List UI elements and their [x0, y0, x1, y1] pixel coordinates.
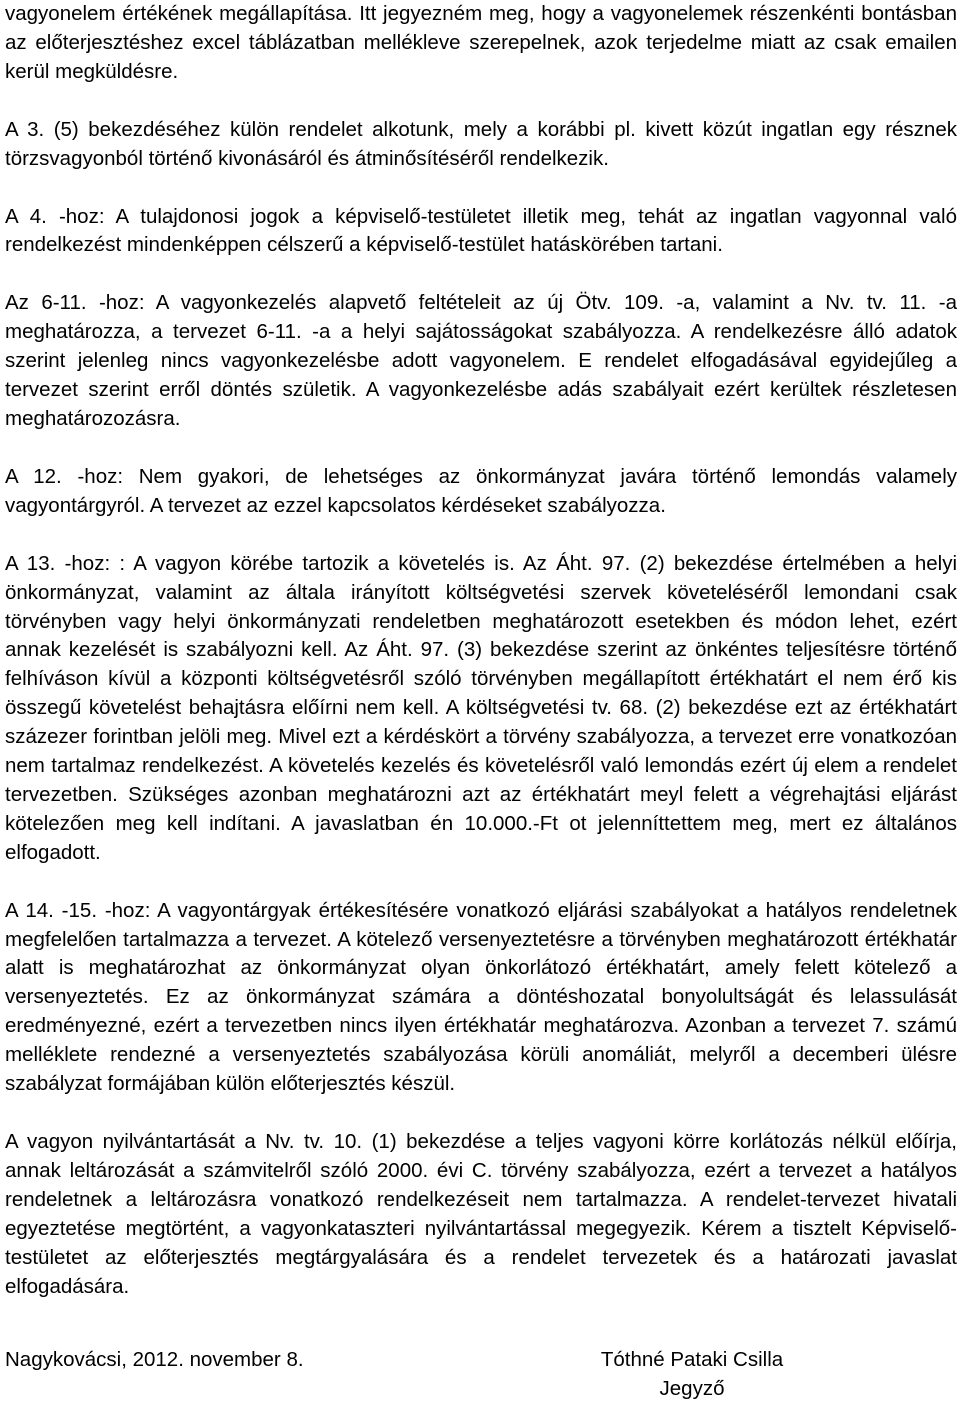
paragraph-asset-registry: A vagyon nyilvántartását a Nv. tv. 10. (1) bekezdése a teljes vagyoni körre korlátozás nélkül előírja, annak leltározását a számvitelről szóló 2000. évi C. törvény szabályozza, ezért a tervezet a hatályos rendeletnek a leltározásra vonatkozó rendelkezéseit nem tartalmazza. A rendelet-tervezet hivatali egyeztetése megtörtént, a vagyonkataszteri nyilvántartással megegyezik. Kérem a tisztelt Képviselő-testületet az előterjesztés megtárgyalására és a rendelet tervezetek és a határozati javaslat elfogadására.	[5, 1130, 957, 1298]
signatory-title: Jegyző	[659, 1376, 725, 1400]
paragraph-section-12: A 12. -hoz: Nem gyakori, de lehetséges az önkormányzat javára történő lemondás valamely vagyontárgyról. A tervezet az ezzel kapcsolatos kérdéseket szabályozza.	[5, 464, 957, 517]
paragraph-section-14-15: A 14. -15. -hoz: A vagyontárgyak értékesítésére vonatkozó eljárási szabályokat a hatályos rendeletnek megfelelően tartalmazza a tervezet. A kötelező versenyeztetésre a törvényben meghatározott értékhatár alatt is meghatározhat az önkormányzat olyan önkorlátozó értékhatárt, amely felett kötelező a versenyeztetés. Ez az önkormányzat számára a döntéshozatal bonyolultságát és lelassulását eredményezné, ezért a tervezetben nincs ilyen értékhatár meghatározva. Azonban a tervezet 7. számú melléklete rendezné a versenyeztetés szabályozása körüli anomáliát, melyről a decemberi ülésre szabályzat formájában külön előterjesztés készül.	[5, 898, 957, 1096]
place-date: Nagykovácsi, 2012. november 8.	[5, 1348, 304, 1371]
paragraph-section-6-11: Az 6-11. -hoz: A vagyonkezelés alapvető feltételeit az új Ötv. 109. -a, valamint a Nv. tv. 11. -a meghatározza, a tervezet 6-11. -a a helyi sajátosságokat szabályozza. A rendelkezésre álló adatok szerint jelenleg nincs vagyonkezelésbe adott vagyonelem. E rendelet elfogadásával egyidejűleg a tervezet szerint erről döntés születik. A vagyonkezelésbe adás szabályait ezért kerültek részletesen meghatározozásra.	[5, 291, 957, 430]
paragraph-section-13: A 13. -hoz: : A vagyon körébe tartozik a követelés is. Az Áht. 97. (2) bekezdése értelmében a helyi önkormányzat, valamint az általa irányított költségvetési szervek követeléséről lemondani csak törvényben vagy helyi önkormányzati rendeletben meghatározott esetekben és módon lehet, ezért annak kezelését is szabályozni kell. Az Áht. 97. (3) bekezdése szerint az önkéntes teljesítésre történő felhíváson kívül a központi költségvetésről szóló törvényben megállapított értékhatárt el nem érő kis összegű követelést behajtásra előírni nem kell. A költségvetési tv. 68. (2) bekezdése ezt az értékhatárt százezer forintban jelöli meg. Mivel ezt a kérdéskört a törvény szabályozza, a tervezet erre vonatkozóan nem tartalmaz rendelkezést. A követelés kezelés és követelésről való lemondás ezért új elem a rendelet tervezetben. Szükséges azonban meghatározni azt az értékhatárt meyl felett a végrehajtási eljárást kötelezően meg kell indítani. A javaslatban én 10.000.-Ft ot jelenníttettem meg, mert ez általános elfogadott.	[5, 551, 957, 864]
signatory-name: Tóthné Pataki Csilla	[600, 1348, 784, 1371]
paragraph-intro: vagyonelem értékének megállapítása. Itt jegyezném meg, hogy a vagyonelemek részenkénti bontásban az előterjesztéshez excel táblázatban mellékleve szerepelnek, azok terjedelme miatt az csak emailen kerül megküldésre.	[5, 2, 957, 83]
document-page	[5, 0, 957, 1330]
signatory	[567, 1346, 817, 1404]
paragraph-section-3: A 3. (5) bekezdéséhez külön rendelet alkotunk, mely a korábbi pl. kivett közút ingatlan egy résznek törzsvagyonból történő kivonásáról és átminősítéséről rendelkezik.	[5, 117, 957, 170]
paragraph-section-4: A 4. -hoz: A tulajdonosi jogok a képviselő-testületet illetik meg, tehát az ingatlan vagyonnal való rendelkezést mindenképpen célszerű a képviselő-testület hatáskörében tartani.	[5, 204, 957, 257]
